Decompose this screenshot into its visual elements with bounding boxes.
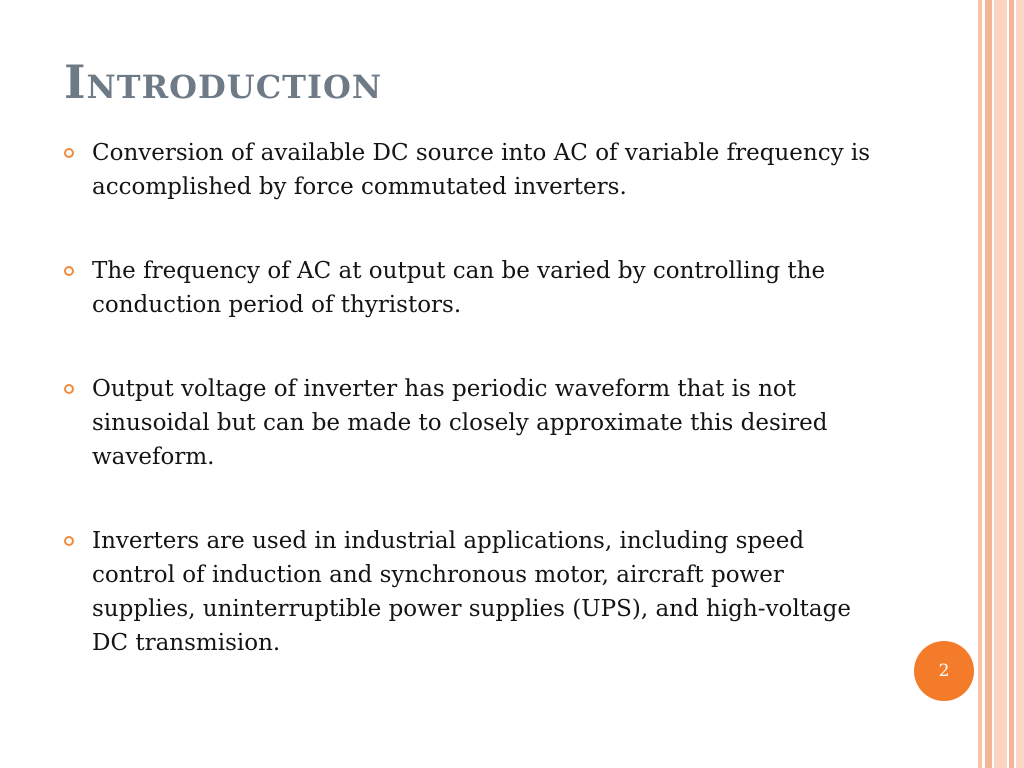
circle-bullet-icon	[64, 384, 74, 394]
bullet-list	[62, 136, 882, 660]
circle-bullet-icon	[64, 266, 74, 276]
bullet-text: Conversion of available DC source into AC of variable frequency is accomplished by force commutated inverters.	[92, 140, 871, 200]
bullet-item	[62, 524, 882, 660]
bullet-text: Inverters are used in industrial applications, including speed control of induction and synchronous motor, aircraft power supplies, uninterruptible power supplies (UPS), and high-voltage DC transmision.	[92, 528, 851, 656]
decorative-stripe	[978, 0, 982, 768]
bullet-item	[62, 136, 882, 204]
circle-bullet-icon	[64, 536, 74, 546]
decorative-stripe	[1016, 0, 1024, 768]
bullet-text: Output voltage of inverter has periodic waveform that is not sinusoidal but can be made to closely approximate this desired waveform.	[92, 376, 828, 470]
bullet-item	[62, 372, 882, 474]
bullet-text: The frequency of AC at output can be varied by controlling the conduction period of thyristors.	[92, 258, 826, 318]
circle-bullet-icon	[64, 148, 74, 158]
decorative-stripe	[994, 0, 1007, 768]
decorative-stripe	[985, 0, 992, 768]
page-number-badge: 2	[914, 641, 974, 701]
bullet-item	[62, 254, 882, 322]
decorative-stripe	[1009, 0, 1014, 768]
slide-title: Introduction	[64, 55, 383, 109]
